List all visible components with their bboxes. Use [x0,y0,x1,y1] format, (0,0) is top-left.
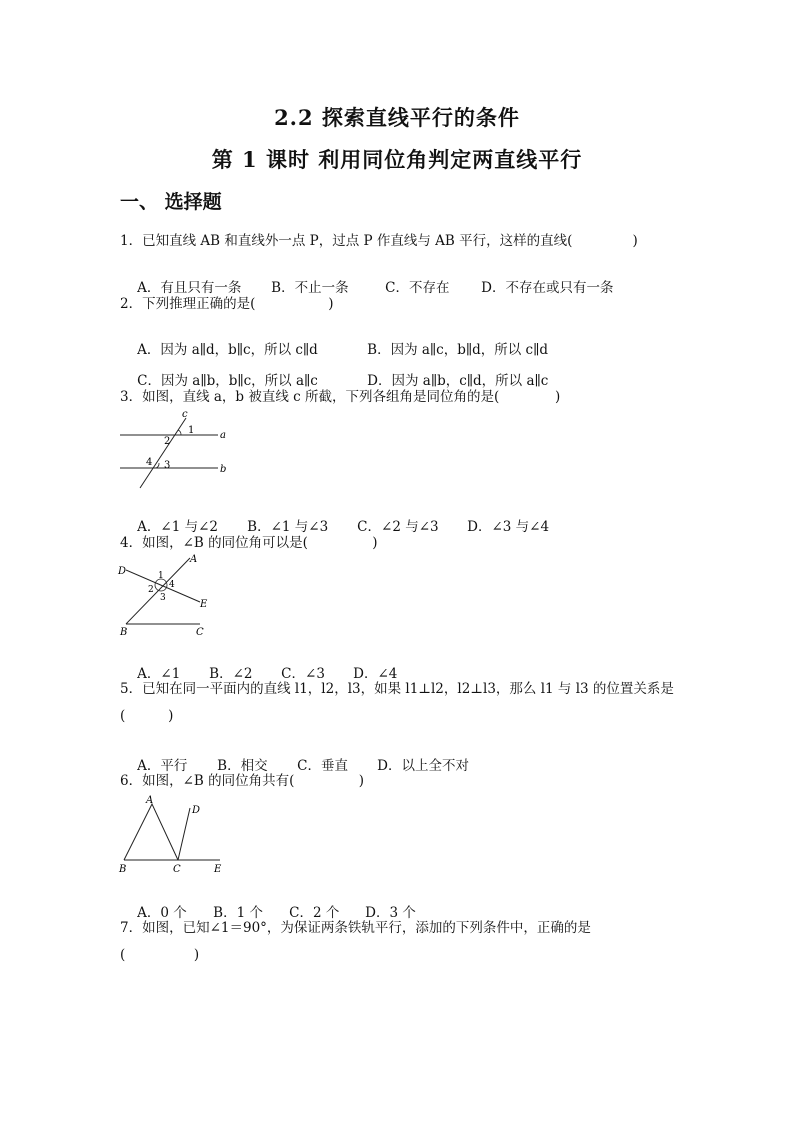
question-6-figure [116,792,236,876]
question-6-stem: 6．如图，∠B 的同位角共有( ) [120,773,365,789]
option-d: D．因为 a∥b，c∥d，所以 a∥c [367,373,549,389]
label-4: 4 [146,457,153,468]
label-A: A [190,554,198,565]
label-D: D [192,805,201,816]
option-d: D．∠4 [353,666,398,682]
option-d: D．3 个 [365,905,416,921]
option-c: C．垂直 [297,758,349,774]
label-A: A [146,795,154,806]
option-b: B．相交 [217,758,268,774]
label-3: 3 [164,460,171,471]
option-c: C．不存在 [385,280,450,296]
label-b: b [220,464,227,475]
option-a: A．因为 a∥d，b∥c，所以 c∥d [137,342,318,358]
label-2: 2 [164,436,171,447]
question-4-figure [116,552,216,640]
label-3: 3 [160,593,166,603]
label-c: c [182,409,188,420]
option-c: C．因为 a∥b，b∥c，所以 a∥c [137,373,318,389]
option-b: B．∠1 与∠3 [247,519,329,535]
option-c: C．2 个 [289,905,340,921]
option-c: C．∠3 [281,666,325,682]
question-5-answer-blank: ( ) [120,708,174,724]
label-1: 1 [188,425,195,436]
label-B: B [120,627,128,638]
option-b: B．∠2 [209,666,253,682]
label-B: B [119,864,127,875]
lesson-title: 2.2 探索直线平行的条件 [274,105,520,130]
label-4: 4 [169,580,175,590]
question-7-stem: 7．如图，已知∠1＝90°，为保证两条铁轨平行，添加的下列条件中，正确的是 [120,920,591,936]
question-3-figure [118,406,234,490]
lesson-subtitle: 第 1 课时 利用同位角判定两直线平行 [211,147,583,172]
option-a: A．∠1 与∠2 [137,519,219,535]
label-E: E [200,599,208,610]
option-d: D．以上全不对 [377,758,469,774]
question-3-stem: 3．如图，直线 a，b 被直线 c 所截，下列各组角是同位角的是( ) [120,389,561,405]
option-b: B．不止一条 [271,280,349,296]
label-E: E [214,864,222,875]
option-d: D．∠3 与∠4 [467,519,550,535]
option-a: A．平行 [137,758,188,774]
section-heading: 一、 选择题 [120,191,222,213]
option-a: A．0 个 [137,905,187,921]
option-a: A．有且只有一条 [137,280,242,296]
label-a: a [220,430,226,441]
label-C: C [196,627,204,638]
label-D: D [118,566,127,577]
option-b: B．1 个 [213,905,263,921]
option-a: A．∠1 [137,666,181,682]
question-7-answer-blank: ( ) [120,947,200,963]
option-d: D．不存在或只有一条 [481,280,614,296]
question-2-stem: 2．下列推理正确的是( ) [120,296,334,312]
question-1-stem: 1．已知直线 AB 和直线外一点 P，过点 P 作直线与 AB 平行，这样的直线( ) [120,233,638,249]
label-C: C [173,864,181,875]
label-1: 1 [158,571,164,581]
option-b: B．因为 a∥c，b∥d，所以 c∥d [367,342,548,358]
option-c: C．∠2 与∠3 [357,519,439,535]
label-2: 2 [148,585,154,595]
question-4-stem: 4．如图，∠B 的同位角可以是( ) [120,535,378,551]
question-5-stem: 5．已知在同一平面内的直线 l1，l2，l3，如果 l1⊥l2，l2⊥l3，那么 l1 与 l3 的位置关系是 [120,681,674,697]
